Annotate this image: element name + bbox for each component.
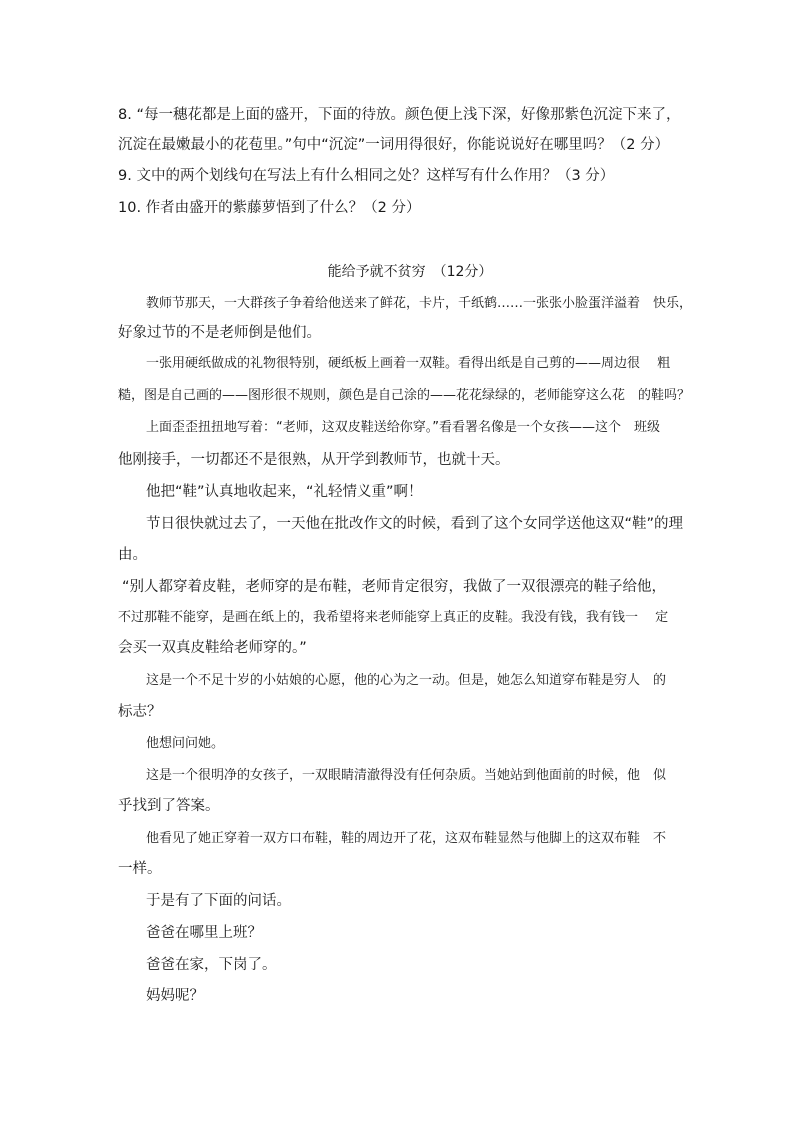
article-line: 不过那鞋不能穿，是画在纸上的，我希望将来老师能穿上真正的皮鞋。我没有钱，我有钱一 定 xyxy=(118,610,669,625)
article-line: 这是一个不足十岁的小姑娘的心愿，他的心为之一动。但是，她怎么知道穿布鞋是穷人 的 xyxy=(146,673,667,688)
article-line: 会买一双真皮鞋给老师穿的。” xyxy=(118,640,307,656)
article-line: 他把“鞋”认真地收起来，“礼轻情义重”啊！ xyxy=(146,484,423,500)
article-line: 他想问问她。 xyxy=(146,736,225,751)
article-line: 妈妈呢？ xyxy=(146,988,204,1004)
article-line: “别人都穿着皮鞋，老师穿的是布鞋，老师肯定很穷，我做了一双很漂亮的鞋子给他， xyxy=(122,579,667,595)
article-line: 爸爸在家，下岗了。 xyxy=(146,957,277,973)
question-10: 10. 作者由盛开的紫藤萝悟到了什么？（2 分） xyxy=(118,200,421,216)
article-line: 他看见了她正穿着一双方口布鞋，鞋的周边开了花，这双布鞋显然与他脚上的这双布鞋 不 xyxy=(146,831,667,846)
article-line: 爸爸在哪里上班？ xyxy=(146,925,262,941)
article-line: 由。 xyxy=(118,547,147,563)
article-line: 一样。 xyxy=(118,861,162,877)
article-line: 好象过节的不是老师倒是他们。 xyxy=(118,325,321,341)
article-line: 乎找到了答案。 xyxy=(118,798,220,814)
article-line: 他刚接手，一切都还不是很熟，从开学到教师节，也就十天。 xyxy=(118,452,510,468)
question-8-line-1: 8. “每一穗花都是上面的盛开，下面的待放。颜色便上浅下深，好像那紫色沉淀下来了， xyxy=(118,107,681,123)
article-line: 上面歪歪扭扭地写着：“老师，这双皮鞋送给你穿。”看看署名像是一个女孩——这个 班级 xyxy=(146,420,660,435)
article-line: 一张用硬纸做成的礼物很特别，硬纸板上画着一双鞋。看得出纸是自己剪的——周边很 粗 xyxy=(146,356,671,371)
question-9: 9. 文中的两个划线句在写法上有什么相同之处？这样写有什么作用？（3 分） xyxy=(118,168,615,184)
article-line: 糙，图是自己画的——图形很不规则，颜色是自己涂的——花花绿绿的，老师能穿这么花 的鞋吗？ xyxy=(118,388,691,403)
article-line: 于是有了下面的问话。 xyxy=(146,893,291,909)
article-line: 节日很快就过去了，一天他在批改作文的时候，看到了这个女同学送他这双“鞋”的理 xyxy=(146,516,684,532)
question-8-line-2: 沉淀在最嫩最小的花苞里。”句中“沉淀”一词用得很好，你能说说好在哪里吗？（2 分） xyxy=(118,137,670,153)
article-line: 这是一个很明净的女孩子，一双眼睛清澈得没有任何杂质。当她站到他面前的时候，他 似 xyxy=(146,768,667,783)
article-line: 标志？ xyxy=(118,704,162,720)
article-title: 能给予就不贫穷 （12分） xyxy=(327,264,493,280)
article-line: 教师节那天，一大群孩子争着给他送来了鲜花，卡片，千纸鹤……一张张小脸蛋洋溢着 快乐， xyxy=(146,296,693,311)
